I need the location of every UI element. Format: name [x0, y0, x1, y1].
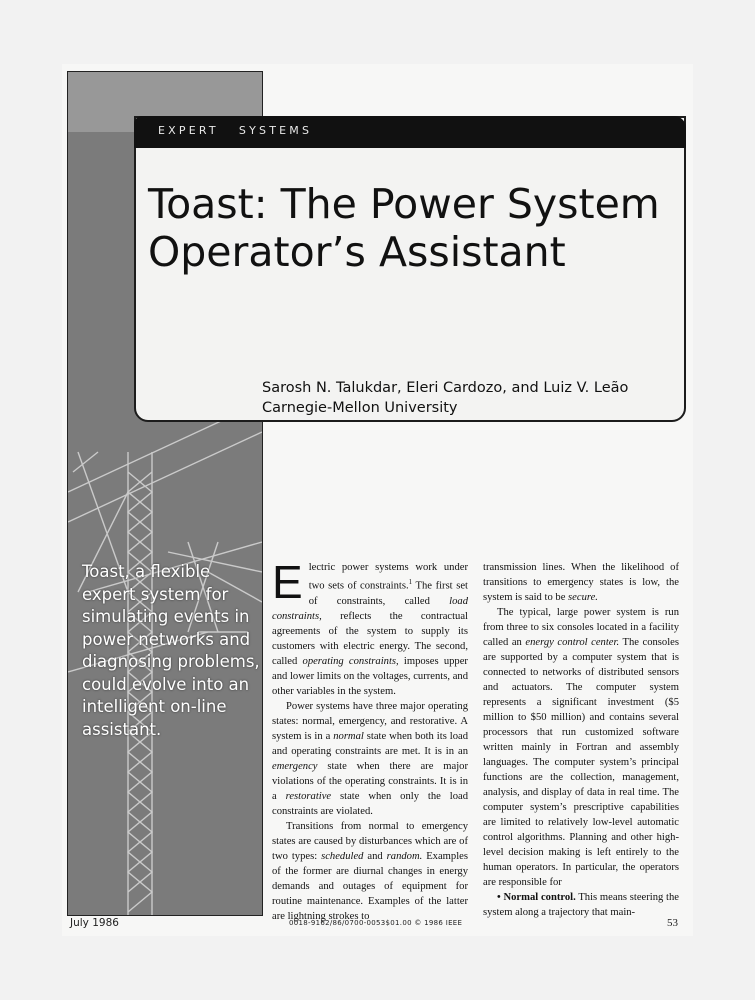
title-box — [134, 116, 686, 422]
article-title — [148, 180, 678, 276]
text-run: lectric power systems work under two sets of constraints. — [308, 562, 468, 592]
pull-quote-line: Toast, a flexible — [82, 562, 211, 581]
text-run: state when both its load and operating constraints are met. It is in an — [272, 730, 468, 757]
pull-quote-line: intelligent on-line — [82, 697, 227, 716]
pull-quote-line: could evolve into an — [82, 674, 250, 694]
text-run: state when there are major violations of the operating constraints. It is in a — [272, 760, 468, 802]
text-run: Transitions from normal to emergency states are caused by disturbances which are of two types: — [272, 820, 468, 862]
emphasis: normal — [333, 730, 364, 742]
body-column-1 — [272, 556, 468, 924]
pull-quote-line: assistant. — [82, 719, 162, 739]
text-run: state when only the load constraints are violated. — [272, 790, 468, 817]
paragraph — [483, 560, 679, 605]
text-run: transmission lines. When the likelihood of transitions to emergency states is low, the system is said to be — [483, 562, 679, 603]
text-run: and — [363, 850, 387, 862]
author-affiliation: Carnegie-Mellon University — [262, 400, 458, 416]
emphasis: load constraints, — [272, 595, 468, 622]
emphasis: emergency — [272, 760, 318, 772]
bullet-label: • Normal control. — [497, 892, 576, 903]
emphasis: random. — [386, 850, 423, 862]
pull-quote-line: expert system for — [82, 584, 229, 604]
pull-quote-line: diagnosing problems, — [82, 652, 260, 671]
issue-date: July 1986 — [70, 917, 119, 929]
emphasis: secure. — [568, 592, 598, 603]
text-run: Examples of the former are diurnal changes in energy demands and outages of equipment for routine maintenance. Examples of the latter are lightning strokes to — [272, 850, 468, 922]
footnote-reference[interactable]: 1 — [408, 578, 413, 586]
body-column-2 — [483, 560, 679, 920]
emphasis: restorative — [285, 790, 332, 802]
paragraph — [483, 890, 679, 920]
text-run: The typical, large power system is run from three to six consoles located in a facility called an — [483, 607, 679, 648]
paragraph — [483, 605, 679, 890]
text-run: The first set of constraints, called — [308, 580, 468, 607]
text-run: reflects the contractual agreements of the system to supply its customers with electric energy. The second, called — [272, 610, 468, 667]
author-list: Sarosh N. Talukdar, Eleri Cardozo, and Luiz V. Leão — [262, 380, 629, 396]
paragraph — [272, 819, 468, 924]
section-kicker: EXPERT SYSTEMS — [158, 124, 313, 137]
emphasis: energy control center. — [525, 637, 620, 648]
pull-quote — [82, 561, 272, 741]
pull-quote-line: simulating events in — [82, 607, 250, 626]
section-header-bar — [134, 116, 686, 148]
emphasis: operating constraints, — [302, 655, 399, 667]
text-run: The consoles are supported by a computer system that is connected to networks of distributed sensors and actuators. The computer system represents a significant investment ($5 million to $50 million) and contains several processors that run customized software written mainly in Fortran and assembly languages. The computer system’s principal functions are the collection, management, analysis, and display of data in real time. The computer system’s prescriptive capabilities are limited to relatively low-level automatic control algorithms. Planning and other high-level decision making is left entirely to the human operators. In particular, the operators are responsible for — [483, 637, 679, 888]
copyright-code: 0018-9162/86/0700-0053$01.00 © 1986 IEEE — [289, 919, 463, 927]
article-title-line-1: Toast: The Power System — [148, 180, 660, 228]
text-run: Power systems have three major operating states: normal, emergency, and restorative. A system is in a — [272, 700, 468, 742]
emphasis: scheduled — [321, 850, 364, 862]
pull-quote-line: power networks and — [82, 629, 251, 649]
page-number: 53 — [667, 917, 678, 929]
article-title-line-2: Operator’s Assistant — [148, 228, 566, 276]
paragraph — [272, 556, 468, 699]
paragraph — [272, 699, 468, 819]
text-run: imposes upper and lower limits on the voltages, currents, and other variables in the system. — [272, 655, 468, 697]
drop-cap: E — [272, 556, 303, 608]
text-run: This means steering the system along a trajectory that main- — [483, 892, 679, 918]
